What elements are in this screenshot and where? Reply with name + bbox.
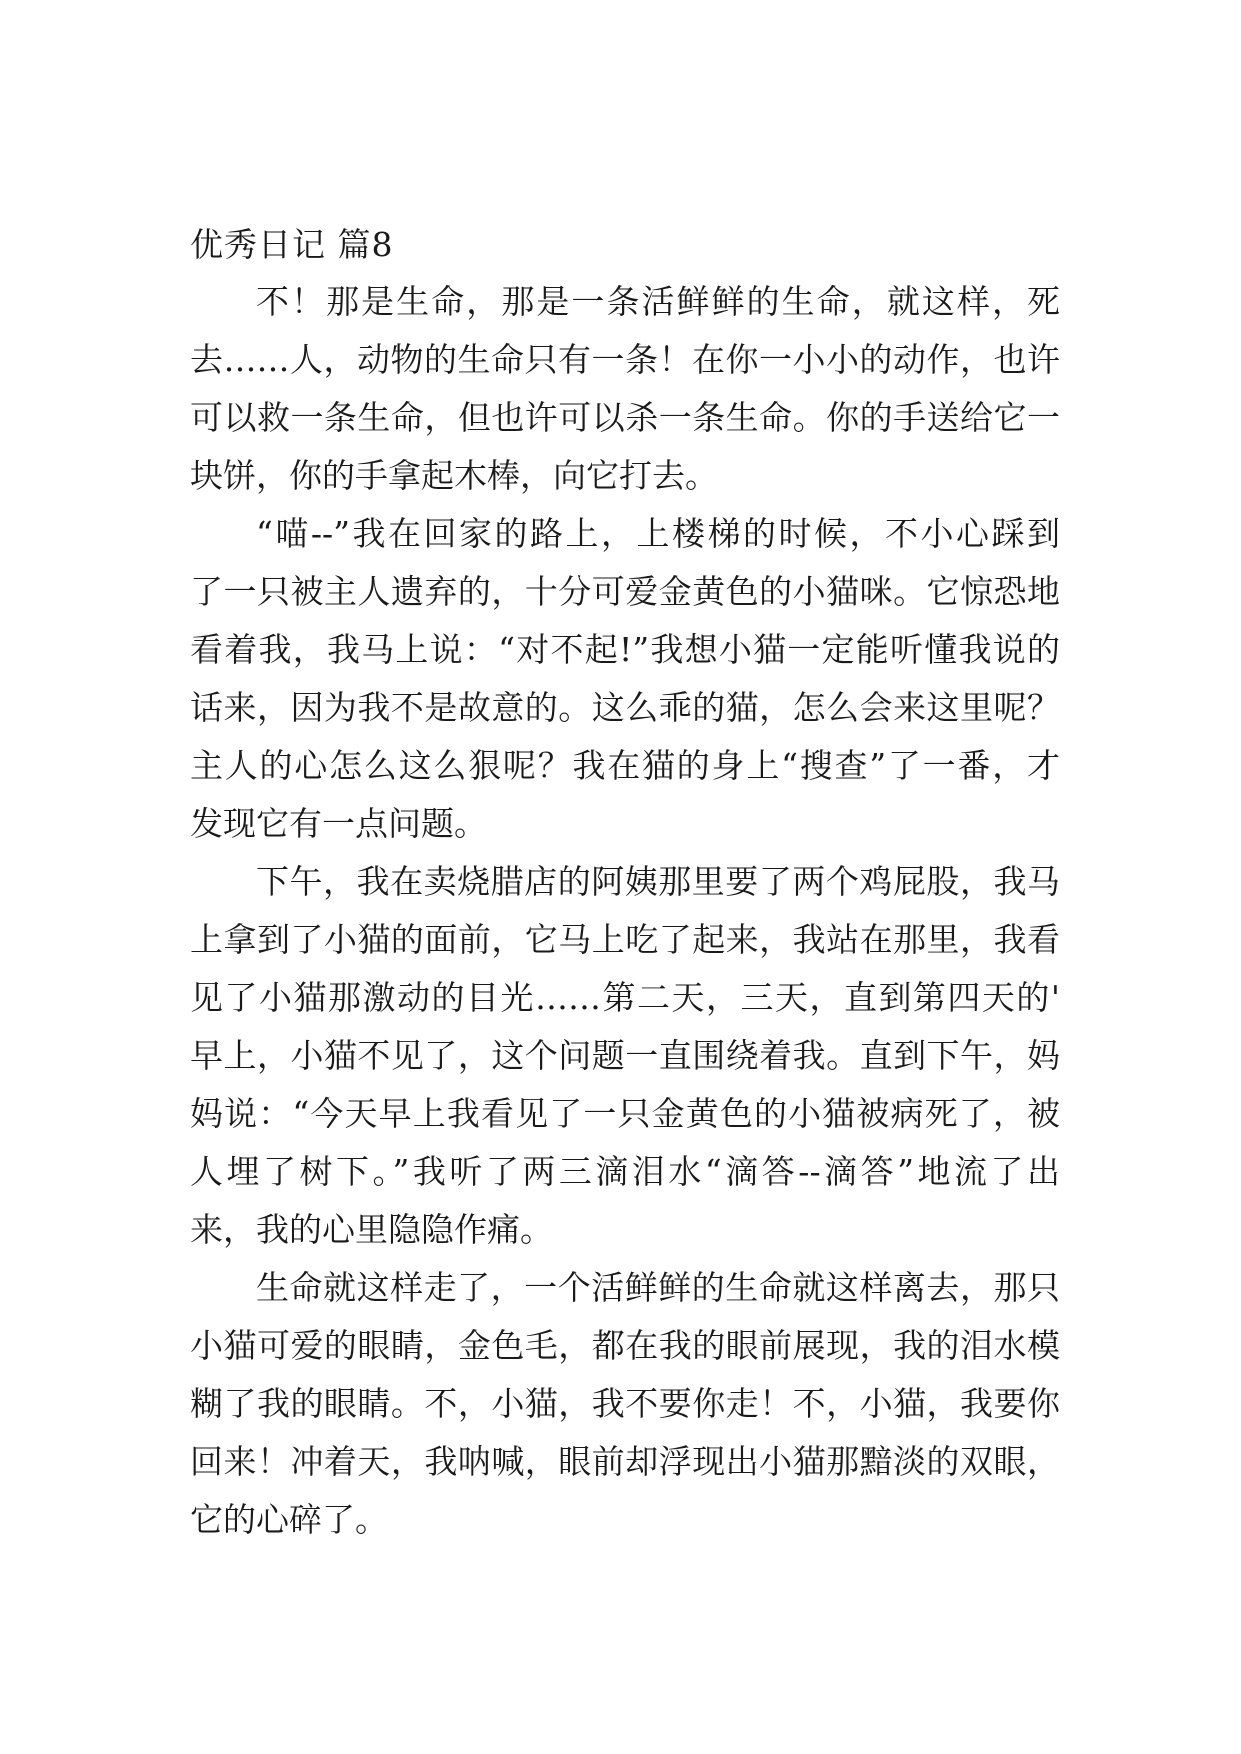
text-line: 下午，我在卖烧腊店的阿姨那里要了两个鸡屁股，我马: [256, 862, 1060, 901]
text-line: 来，我的心里隐隐作痛。: [190, 1210, 553, 1249]
text-line: 糊了我的眼睛。不，小猫，我不要你走！不，小猫，我要你: [190, 1384, 1060, 1423]
text-line: 妈说：“今天早上我看见了一只金黄色的小猫被病死了，被: [190, 1094, 1060, 1133]
text-line: 可以救一条生命，但也许可以杀一条生命。你的手送给它一: [190, 398, 1060, 437]
page-title: 优秀日记 篇8: [190, 225, 394, 264]
text-line: 块饼，你的手拿起木棒，向它打去。: [190, 456, 718, 495]
text-line: 回来！冲着天，我呐喊，眼前却浮现出小猫那黯淡的双眼，: [190, 1442, 1060, 1481]
text-line: “喵--”我在回家的路上，上楼梯的时候，不小心踩到: [256, 514, 1060, 553]
text-line: 发现它有一点问题。: [190, 804, 487, 843]
text-line: 人埋了树下。”我听了两三滴泪水“滴答--滴答”地流了出: [190, 1152, 1060, 1191]
text-line: 主人的心怎么这么狠呢？我在猫的身上“搜查”了一番，才: [190, 746, 1060, 785]
text-line: 小猫可爱的眼睛，金色毛，都在我的眼前展现，我的泪水模: [190, 1326, 1060, 1365]
text-line: 生命就这样走了，一个活鲜鲜的生命就这样离去，那只: [256, 1268, 1060, 1307]
text-line: 上拿到了小猫的面前，它马上吃了起来，我站在那里，我看: [190, 920, 1060, 959]
text-line: 了一只被主人遗弃的，十分可爱金黄色的小猫咪。它惊恐地: [190, 572, 1060, 611]
text-line: 看着我，我马上说：“对不起!”我想小猫一定能听懂我说的: [190, 630, 1060, 669]
text-line: 见了小猫那激动的目光……第二天，三天，直到第四天的': [190, 978, 1060, 1017]
text-line: 它的心碎了。: [190, 1500, 388, 1539]
text-line: 早上，小猫不见了，这个问题一直围绕着我。直到下午，妈: [190, 1036, 1060, 1075]
text-line: 话来，因为我不是故意的。这么乖的猫，怎么会来这里呢？: [190, 688, 1060, 727]
text-line: 不！那是生命，那是一条活鲜鲜的生命，就这样，死: [256, 282, 1060, 321]
text-line: 去……人，动物的生命只有一条！在你一小小的动作，也许: [190, 340, 1060, 379]
